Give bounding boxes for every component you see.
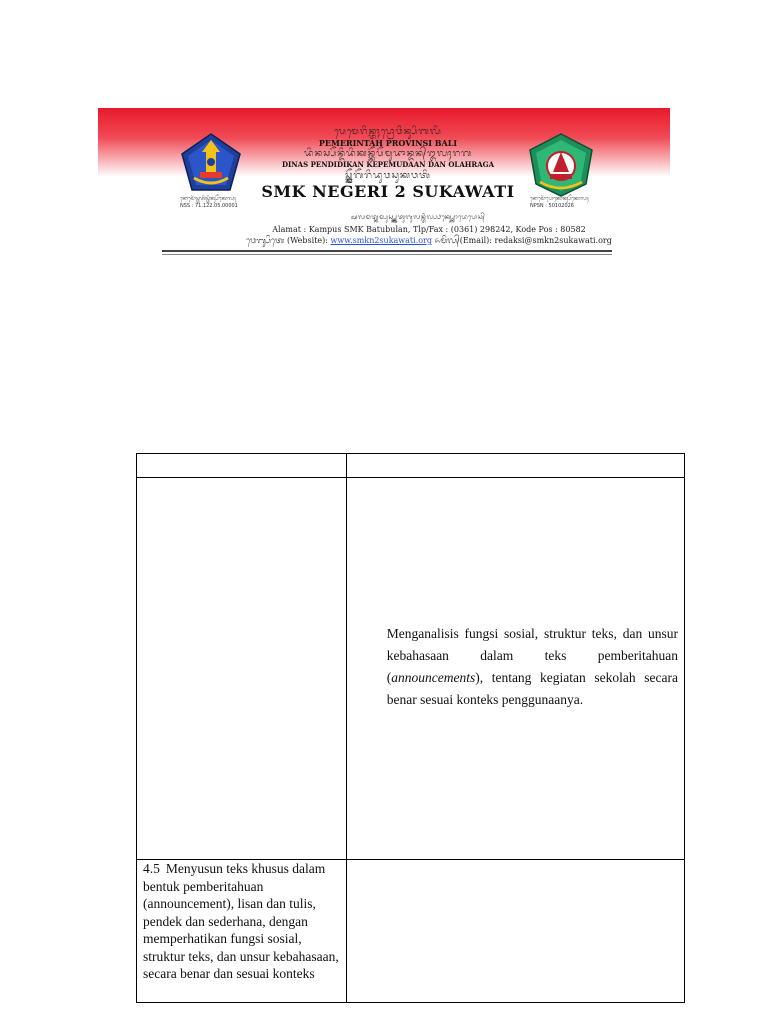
school-contact [224, 236, 634, 246]
school-name: SMK NEGERI 2 SUKAWATI [261, 182, 515, 201]
npsn-caption: ᬦᭀᬫᭀᬃᬧᭀᬓᭀᬓ᭄ᬲᭂᬓᭀᬮᬄ NPSN : 50102026 [530, 196, 589, 209]
balinese-script-address: ᬅᬮᬫᬢ᭄ᬓᬫ᭄ᬧᬸᬲ᭄ᬲ᭄ᬫ᭄ᬓ᭄ᬩᬢᬸᬩᬸᬮᬦ᭄ᬢᬶᬮ᭄ᬧ᭄ᬨᬓ᭄ᬲ᭄ᬓᭀᬤᬾᬧᭀᬲ᭄ [350, 214, 486, 221]
table-row [137, 454, 685, 478]
school-address: Alamat : Kampus SMK Batubulan, Tlp/Fax : (0361) 298242, Kode Pos : 80582 [272, 225, 586, 234]
table-cell [137, 454, 347, 478]
balinese-script-line: ᬤᬶᬦᬲ᭄ᬧᭂᬦ᭄ᬤᬶᬤᬶᬓᬦ᭄ᬓᭂᬧᭂᬫᬸᬤᬵᬦ᭄ᬤᬦ᭄ᬑᬮᬄᬭᬕ [303, 149, 473, 159]
letterhead-divider [162, 250, 612, 252]
nss-caption: ᬦᭀᬫᭀᬃᬲ᭄ᬢᬢᬶᬲ᭄ᬢᬶᬓ᭄ᬲᭂᬓᭀᬮᬄ NSS : 71.122.05.00001 [180, 196, 238, 209]
balinese-script-line: ᬲ᭄ᬫ᭄ᬓ᭄ᬦᭂᬕᭂᬭᬶᬤᬸᬯᬲᬸᬓᬯᬢᬶ [345, 171, 431, 181]
table-cell [346, 454, 684, 478]
email-prefix: ᬏᬫᬶᬮ᭄(Email): [434, 236, 492, 245]
letterhead-divider-thin [162, 254, 612, 255]
competency-text: 4.5 Menyusun teks khusus dalam bentuk pemberitahuan (announcement), lisan dan tulis, pendek dan sederhana, dengan memperhatikan fungsi sosial, struktur teks, dan unsur kebahasaan, secara benar dan sesuai konteks [137, 860, 347, 1003]
letterhead-heading [248, 126, 528, 202]
email-address: redaksi@smkn2sukawati.org [494, 236, 612, 245]
table-cell [346, 860, 684, 1003]
balinese-script-line: ᬧᬾᬫᬾᬭᬶᬦ᭄ᬢᬄᬧ᭄ᬭᭀᬯᬶᬦ᭄ᬲᬶᬩᬮᬶ [334, 127, 442, 137]
table-row [137, 860, 685, 1003]
indicator-text: Menganalisis fungsi sosial, struktur teks, dan unsur kebahasaan dalam teks pemberitahuan (announcements), tentang kegiatan sekolah secara benar sesuai konteks penggunaanya. [346, 478, 684, 860]
table-cell [137, 478, 347, 860]
website-prefix: ᬯᬾᬩ᭄ᬲᬶᬢᬾ (Website): [246, 236, 328, 245]
competency-table [136, 453, 685, 1003]
competency-number: 4.5 [143, 861, 160, 876]
letterhead [98, 108, 670, 272]
table-row [137, 478, 685, 860]
website-link[interactable]: www.smkn2sukawati.org [330, 236, 433, 245]
department-name: DINAS PENDIDIKAN KEPEMUDAAN DAN OLAHRAGA [281, 160, 495, 169]
bali-province-emblem-icon [180, 132, 242, 194]
school-emblem-icon [528, 132, 594, 198]
government-name: PEMERINTAH PROVINSI BALI [318, 138, 458, 148]
